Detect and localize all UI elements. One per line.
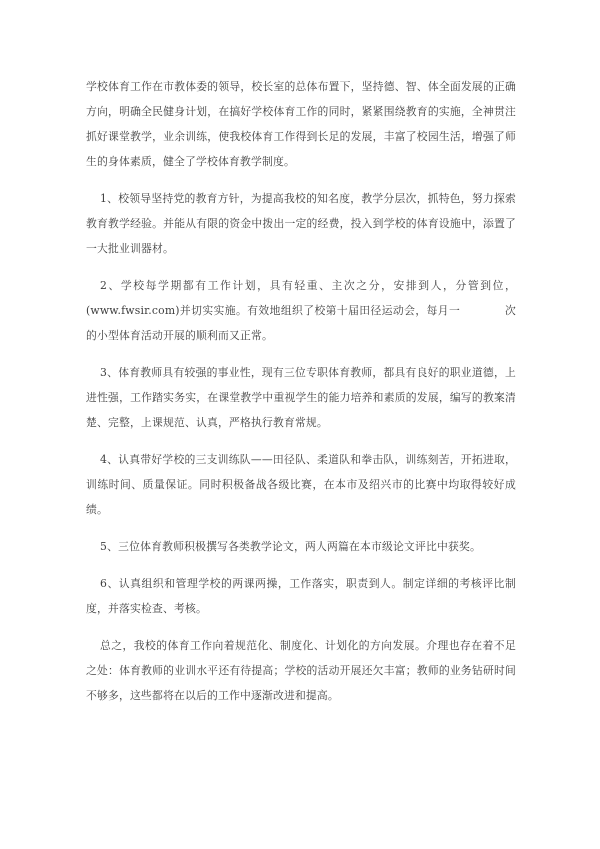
conclusion-paragraph: 总之，我校的体育工作向着规范化、制度化、计划化的方向发展。介理也存在着不足之处：体育教师的业训水平还有待提高；学校的活动开展还欠丰富；教师的业务钻研时间不够多，这些都将在以后的工作中逐渐改进和提高。: [86, 639, 516, 702]
numbered-paragraph-3: 3、体育教师具有较强的事业性，现有三位专职体育教师，都具有良好的职业道德，上进性强，工作踏实务实，在课堂教学中重视学生的能力培养和素质的发展，编写的教案清楚、完整，上课规范、认真，严格执行教育常规。: [86, 366, 516, 429]
numbered-paragraph-4: 4、认真带好学校的三支训练队——田径队、柔道队和拳击队，训练刻苦，开拓进取，训练时间、质量保证。同时积极备战各级比赛，在本市及绍兴市的比赛中均取得较好成绩。: [86, 453, 516, 516]
numbered-paragraph-6: 6、认真组织和管理学校的两课两操，工作落实，职责到人。制定详细的考核评比制度，并落实检查、考核。: [86, 577, 516, 615]
document-body: [86, 74, 516, 720]
numbered-paragraph-5: 5、三位体育教师积极撰写各类教学论文，两人两篇在本市级论文评比中获奖。: [100, 540, 481, 553]
intro-paragraph: 学校体育工作在市教体委的领导，校长室的总体布置下，坚持德、智、体全面发展的正确方向，明确全民健身计划，在搞好学校体育工作的同时，紧紧围绕教育的实施，全神贯注抓好课堂教学，业余训练，使我校体育工作得到长足的发展，丰富了校园生活，增强了师生的身体素质，健全了学校体育教学制度。: [86, 80, 516, 168]
numbered-paragraph-1: 1、校领导坚持党的教育方针，为提高我校的知名度，教学分层次，抓特色，努力探索教育教学经验。并能从有限的资金中拨出一定的经费，投入到学校的体育设施中，添置了一大批业训器材。: [86, 192, 516, 255]
numbered-paragraph-2: 2、学校每学期都有工作计划，具有轻重、主次之分，安排到人，分管到位，(www.fwsir.com)并切实实施。有效地组织了校第十届田径运动会，每月一 次的小型体育活动开展的顺利而又正常。: [86, 279, 516, 342]
